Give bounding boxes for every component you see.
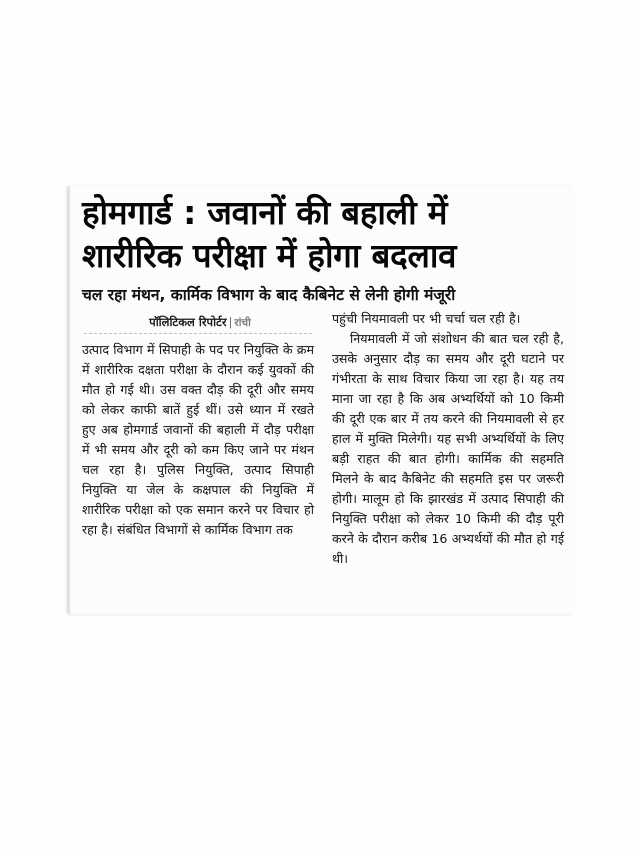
headline-line-1: होमगार्ड : जवानों की बहाली में bbox=[82, 193, 448, 232]
newspaper-clipping bbox=[68, 186, 574, 614]
paragraph: उत्पाद विभाग में सिपाही के पद पर नियुक्ति के क्रम में शारीरिक दक्षता परीक्षा के दौरान कई युवकों की मौत हो गई थी। उस वक्त दौड़ की दूरी और समय को लेकर काफी बातें हुई थीं। उसे ध्यान में रखते हुए अब होमगार्ड जवानों की बहाली में दौड़ परीक्षा में भी समय और दूरी को कम किए जाने पर मंथन चल रहा है। पुलिस नियुक्ति, उत्पाद सिपाही नियुक्ति या जेल के कक्षपाल की नियुक्ति में शारीरिक परीक्षा को एक समान करने पर विचार हो रहा है। संबंधित विभागों से कार्मिक विभाग तक bbox=[82, 341, 314, 537]
byline-separator: | bbox=[228, 314, 233, 329]
byline bbox=[149, 315, 251, 329]
headline-line-2: शारीरिक परीक्षा में होगा बदलाव bbox=[82, 235, 457, 275]
byline-divider bbox=[84, 333, 312, 334]
paragraph: पहुंची नियमावली पर भी चर्चा चल रही है। bbox=[332, 310, 521, 326]
body-column-right bbox=[332, 309, 564, 569]
paragraph: नियमावली में जो संशोधन की बात चल रही है, उसके अनुसार दौड़ का समय और दूरी घटाने पर गंभीरता के साथ विचार किया जा रहा है। यह तय माना जा रहा है कि अब अभ्यर्थियों को 10 किमी की दूरी एक बार में तय करने की नियमावली से हर हाल में मुक्ति मिलेगी। यह सभी अभ्यर्थियों के लिए बड़ी राहत की बात होगी। कार्मिक की सहमति मिलने के बाद कैबिनेट की सहमति इस पर जरूरी होगी। मालूम हो कि झारखंड में उत्पाद सिपाही की नियुक्ति परीक्षा को लेकर 10 किमी की दौड़ पूरी करने के दौरान करीब 16 अभ्यर्थयों की मौत हो गई थी। bbox=[332, 330, 564, 566]
page-title bbox=[78, 192, 564, 278]
body-column-left bbox=[82, 340, 314, 569]
byline-block bbox=[82, 311, 318, 330]
byline-reporter: पॉलिटिकल रिपोर्टर bbox=[149, 314, 227, 329]
subheadline: चल रहा मंथन, कार्मिक विभाग के बाद कैबिनेट से लेनी होगी मंजूरी bbox=[82, 285, 456, 304]
byline-place: रांची bbox=[234, 316, 251, 329]
